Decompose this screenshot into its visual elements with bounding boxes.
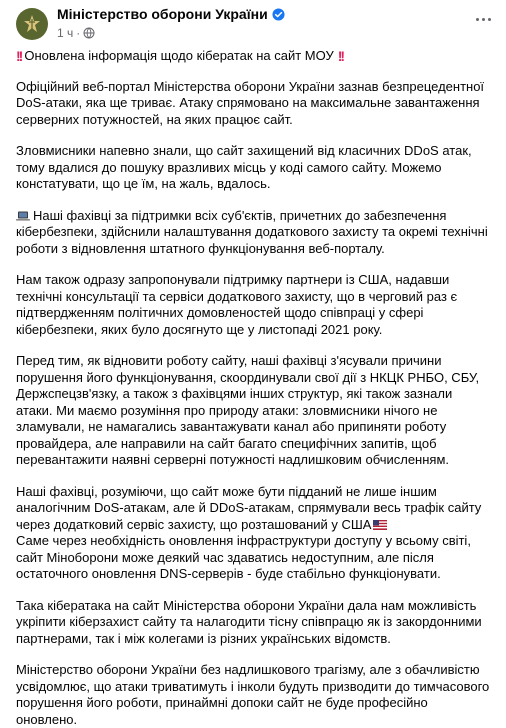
header-text	[57, 6, 285, 41]
page-name-row	[57, 6, 285, 23]
post-header	[16, 6, 490, 46]
meta-separator: ·	[76, 26, 81, 40]
post-paragraph: Така кібератака на сайт Міністерства оборони України дала нам можливість укріпити кіберзахист сайту та налагодити тісну співпрацю як із закордонними партнерами, так і між колегами із різних українських відомств.	[16, 597, 482, 646]
post-title	[16, 48, 490, 65]
ministry-emblem-icon	[21, 13, 43, 35]
double-exclamation-icon: !!	[337, 48, 344, 64]
post-paragraph: Міністерство оборони України без надлишкового трагізму, але з обачливістю усвідомлює, що атаки триватимуть і інколи будуть призводити до тимчасового порушення його роботи, принаймні допоки сайт не буде професійно оновлено.	[16, 662, 490, 727]
more-options-icon[interactable]	[468, 4, 498, 34]
verified-badge-icon	[272, 8, 285, 21]
post-paragraph: Саме через необхідність оновлення інфраструктури доступу у всьому світі, сайт Міноборони може деякий час здаватись недоступним, але після остаточного оновлення DNS-серверів - буде стабільно функціонувати.	[16, 533, 471, 581]
post-title-text: Оновлена інформація щодо кібератак на сайт МОУ	[24, 48, 334, 63]
page-name[interactable]: Міністерство оборони України	[57, 6, 268, 22]
post-paragraph: Перед тим, як відновити роботу сайту, наші фахівці з'ясували причини порушення його функціонування, скоординували свої дії з НКЦК РНБО, СБУ, Держспецзв'язку, а також з фахівцями інших структур, які також зазнали атаки. Ми маємо розуміння про природу атаки: зловмисники нічого не зламували, не намагались завантажувати канал або припиняти роботу провайдера, але направили на сайт багато специфічних запитів, щоб перевантажити наявні серверні потужності надлишковим обчисленням.	[16, 353, 480, 467]
post-paragraph: Нам також одразу запропонували підтримку партнери із США, надавши технічні консультації та сервіси додаткового захисту, що в черговий раз є підтвердженням політичних домовленостей щодо співпраці у сфері кібербезпеки, яких було досягнуто ще у листопаді 2021 року.	[16, 272, 458, 337]
double-exclamation-icon: !!	[16, 48, 22, 64]
us-flag-icon	[373, 520, 387, 530]
post-paragraph: Офіційний веб-портал Міністерства оборони України зазнав безпрецедентної DoS-атаки, яка ще триває. Атаку спрямовано на максимальне завантаження серверних потужностей, на яких працює сайт.	[16, 78, 485, 127]
post-time[interactable]: 1 ч	[57, 26, 74, 40]
post-paragraph-text: Наші фахівці, розуміючи, що сайт може бути підданий не лише іншим аналогічним DoS-атакам, але й DDoS-атакам, спрямували весь трафік сайту через додатковий сервіс захисту, що розташований у США	[16, 483, 482, 532]
laptop-icon	[16, 211, 30, 221]
post-meta	[57, 25, 285, 41]
post-paragraph-with-flag	[16, 484, 490, 534]
globe-icon	[83, 27, 95, 39]
post-paragraph-with-laptop	[16, 208, 490, 258]
post-paragraph-text: Наші фахівці за підтримки всіх суб'єктів, причетних до забезпечення кібербезпеки, здійснили налаштування додаткового захисту та окремі технічні роботи з відновлення штатного функціонування веб-порталу.	[16, 207, 488, 256]
post-paragraph: Зловмисники напевно знали, що сайт захищений від класичних DDoS атак, тому вдалися до пошуку вразливих місць у коді самого сайту. Можемо констатувати, що це їм, на жаль, вдалось.	[16, 143, 472, 191]
page-avatar[interactable]	[16, 8, 48, 40]
post-body	[16, 48, 490, 728]
